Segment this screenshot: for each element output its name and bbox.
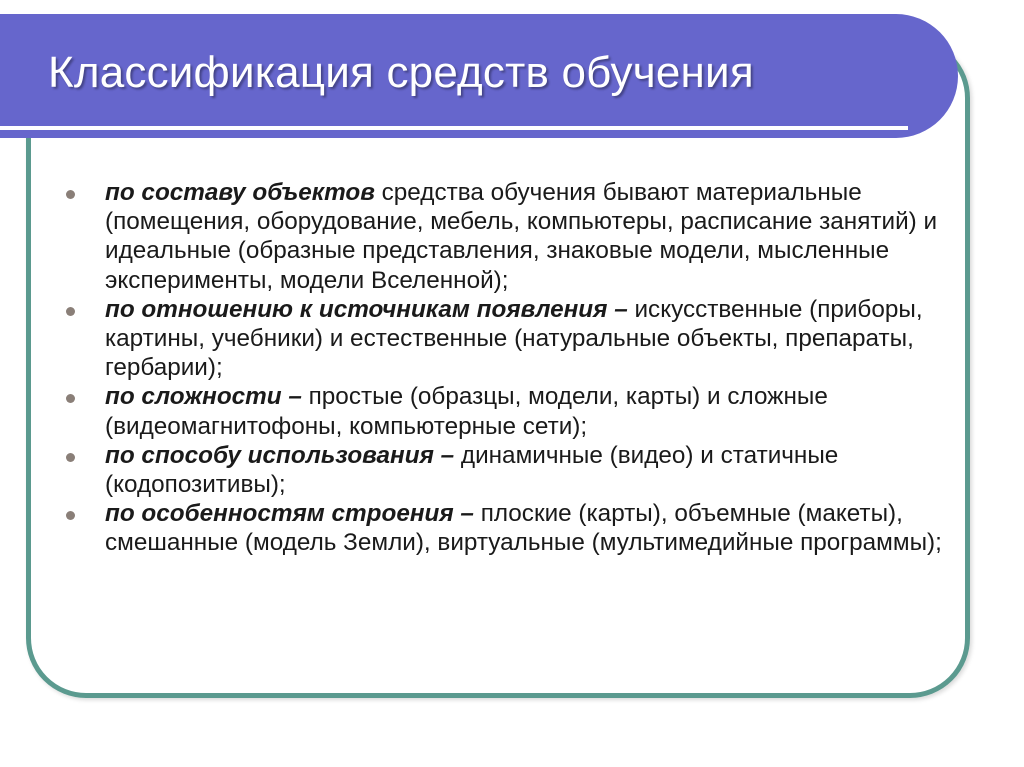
bullet-icon [66,190,75,199]
list-item [64,382,944,440]
item-term: по сложности – [105,383,302,411]
item-text: простые (образцы, модели, карты) и сложные (видеомагнитофоны, компьютерные сети); [105,383,828,440]
bullet-icon [66,511,75,520]
slide-title: Классификация средств обучения [48,48,754,97]
list-item [64,295,944,383]
list-item [64,178,944,295]
bullet-icon [66,307,75,316]
bullet-icon [66,394,75,403]
title-bar [0,14,958,138]
item-term: по особенностям строения – [105,500,474,528]
list-item [64,499,944,557]
item-text: динамичные (видео) и статичные (кодопозитивы); [105,441,839,499]
bullet-icon [66,453,75,462]
item-text: искусственные (приборы, картины, учебники) и естественные (натуральные объекты, препараты, гербарии); [105,295,923,382]
item-text: средства обучения бывают материальные (помещения, оборудование, мебель, компьютеры, расписание занятий) и идеальные (образные представления, знаковые модели, мысленные эксперименты, модели Вселенной); [105,179,938,294]
item-text: плоские (карты), объемные (макеты), смешанные (модель Земли), виртуальные (мультимедийные программы); [105,500,942,557]
list-item [64,441,944,499]
item-term: по отношению к источникам появления – [105,295,628,323]
bullet-list [64,178,944,558]
item-term: по составу объектов [105,179,375,206]
item-term: по способу использования – [105,441,455,469]
